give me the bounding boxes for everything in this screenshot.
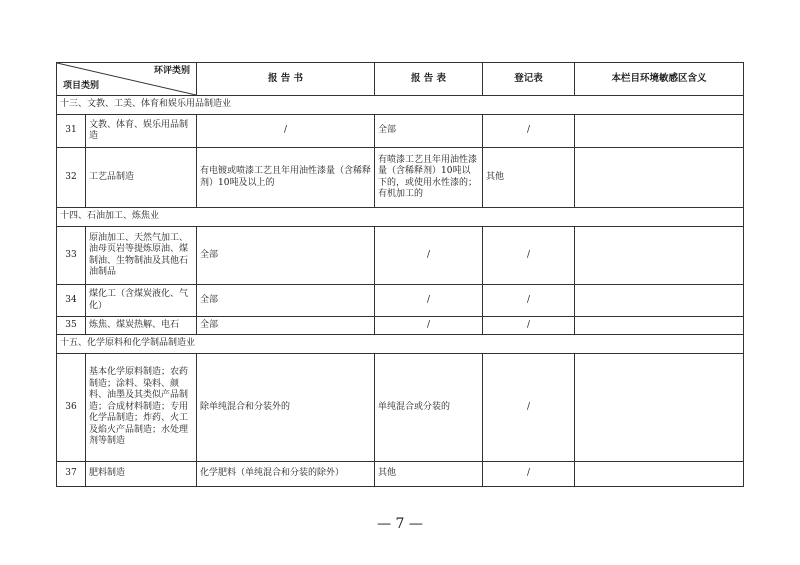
header-eia-category: 环评类别 xyxy=(153,66,190,76)
row-report-book: 全部 xyxy=(197,317,375,335)
section-header-15 xyxy=(57,335,744,354)
section-title: 十四、石油加工、炼焦业 xyxy=(57,208,744,227)
row-number: 35 xyxy=(57,317,86,335)
header-project-category: 项目类别 xyxy=(63,80,100,91)
header-sensitive-area: 本栏目环境敏感区含义 xyxy=(575,63,744,96)
row-category: 工艺品制造 xyxy=(86,148,197,208)
row-report-form: 全部 xyxy=(375,115,483,148)
row-number: 34 xyxy=(57,285,86,317)
row-category: 炼焦、煤炭热解、电石 xyxy=(86,317,197,335)
row-register: / xyxy=(483,462,575,487)
header-register-form: 登记表 xyxy=(483,63,575,96)
row-category: 肥料制造 xyxy=(86,462,197,487)
row-sensitive xyxy=(575,285,744,317)
row-sensitive xyxy=(575,462,744,487)
row-number: 31 xyxy=(57,115,86,148)
row-report-book: 除单纯混合和分装外的 xyxy=(197,354,375,462)
row-sensitive xyxy=(575,227,744,285)
table-row-36 xyxy=(57,354,744,462)
row-report-form: / xyxy=(375,317,483,335)
table-row-31 xyxy=(57,115,744,148)
row-report-book: / xyxy=(197,115,375,148)
row-register: / xyxy=(483,317,575,335)
row-report-book: 全部 xyxy=(197,227,375,285)
row-category: 煤化工（含煤炭液化、气化） xyxy=(86,285,197,317)
section-header-13 xyxy=(57,96,744,115)
table-row-37 xyxy=(57,462,744,487)
row-register: / xyxy=(483,227,575,285)
row-report-form: 其他 xyxy=(375,462,483,487)
row-sensitive xyxy=(575,317,744,335)
row-report-book: 化学肥料（单纯混合和分装的除外） xyxy=(197,462,375,487)
row-category: 文教、体育、娱乐用品制造 xyxy=(86,115,197,148)
header-row xyxy=(57,63,744,96)
section-header-14 xyxy=(57,208,744,227)
row-sensitive xyxy=(575,354,744,462)
diagonal-header-cell xyxy=(57,63,197,96)
row-report-book: 有电镀或喷漆工艺且年用油性漆量（含稀释剂）10吨及以上的 xyxy=(197,148,375,208)
row-category: 基本化学原料制造；农药制造；涂料、染料、颜料、油墨及其类似产品制造；合成材料制造；专用化学品制造；炸药、火工及焰火产品制造；水处理剂等制造 xyxy=(86,354,197,462)
row-number: 32 xyxy=(57,148,86,208)
row-report-form: / xyxy=(375,285,483,317)
row-sensitive xyxy=(575,115,744,148)
table-row-34 xyxy=(57,285,744,317)
row-report-form: / xyxy=(375,227,483,285)
table-row-32 xyxy=(57,148,744,208)
classification-table xyxy=(56,62,744,487)
row-register: / xyxy=(483,285,575,317)
row-category: 原油加工、天然气加工、油母页岩等提炼原油、煤制油、生物制油及其他石油制品 xyxy=(86,227,197,285)
row-register: / xyxy=(483,115,575,148)
row-register: 其他 xyxy=(483,148,575,208)
row-register: / xyxy=(483,354,575,462)
row-report-form: 单纯混合或分装的 xyxy=(375,354,483,462)
section-title: 十五、化学原料和化学制品制造业 xyxy=(57,335,744,354)
row-report-form: 有喷漆工艺且年用油性漆量（含稀释剂）10吨以下的，或使用水性漆的；有机加工的 xyxy=(375,148,483,208)
row-number: 37 xyxy=(57,462,86,487)
header-report-book: 报 告 书 xyxy=(197,63,375,96)
header-report-form: 报 告 表 xyxy=(375,63,483,96)
row-number: 36 xyxy=(57,354,86,462)
section-title: 十三、文教、工美、体育和娱乐用品制造业 xyxy=(57,96,744,115)
table-row-33 xyxy=(57,227,744,285)
row-sensitive xyxy=(575,148,744,208)
row-report-book: 全部 xyxy=(197,285,375,317)
row-number: 33 xyxy=(57,227,86,285)
table-row-35 xyxy=(57,317,744,335)
page-number: — 7 — xyxy=(377,516,423,532)
